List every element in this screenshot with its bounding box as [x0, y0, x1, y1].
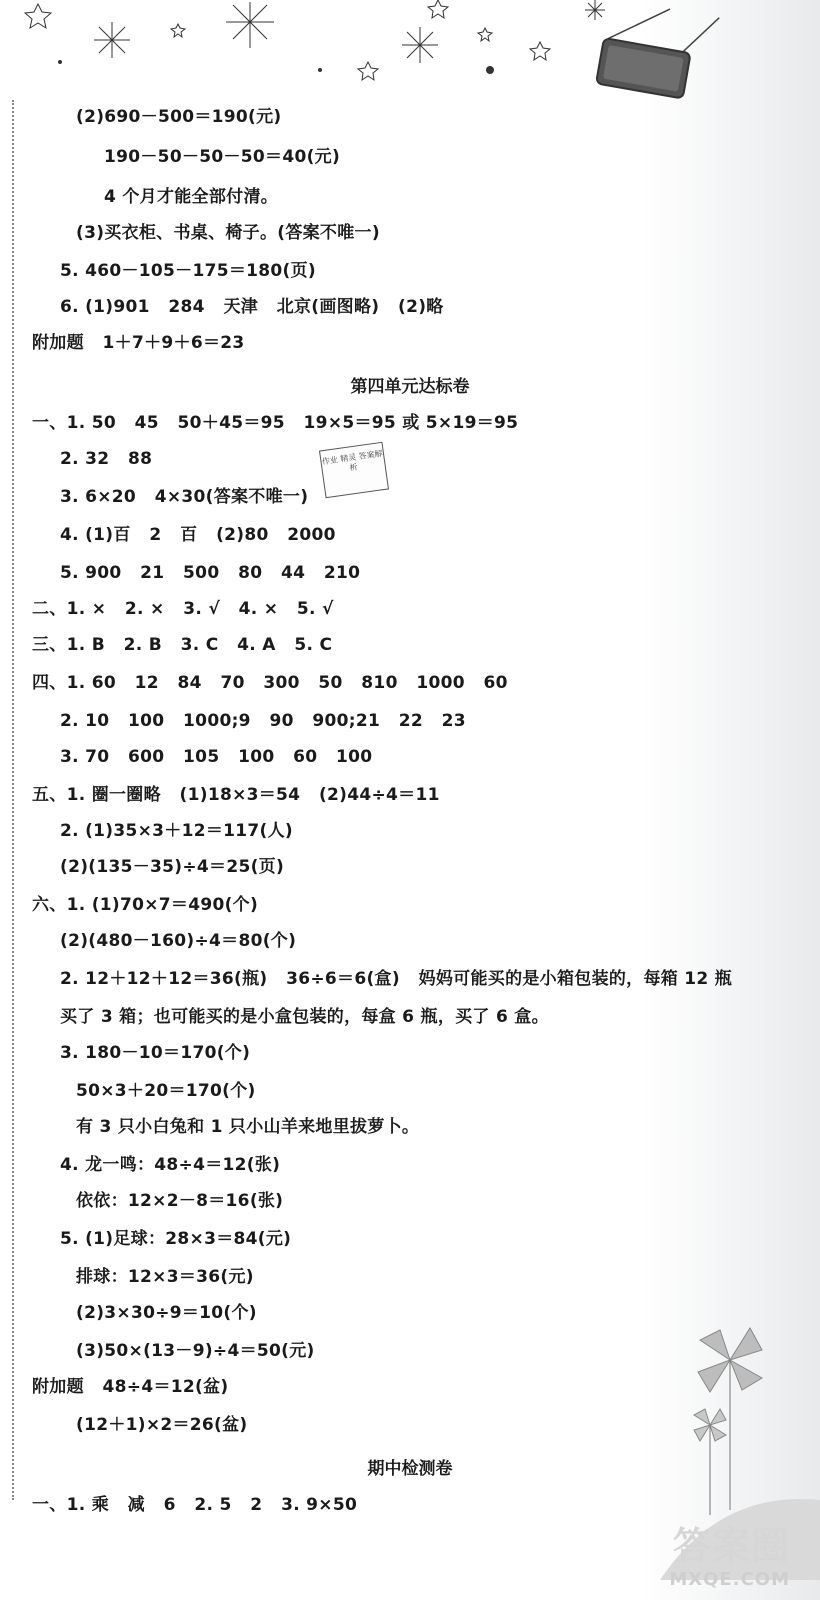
answer-line: 四、1. 60 12 84 70 300 50 810 1000 60	[32, 673, 508, 693]
answer-line: 2. 32 88	[60, 449, 153, 469]
answer-line: 4 个月才能全部付清。	[104, 187, 279, 207]
answer-line: 2. (1)35×3＋12＝117(人)	[60, 821, 293, 841]
fireworks-decoration	[0, 0, 820, 100]
answer-line: 4. (1)百 2 百 (2)80 2000	[60, 525, 336, 545]
answer-line: 排球：12×3＝36(元)	[76, 1267, 254, 1287]
answer-line: 五、1. 圈一圈略 (1)18×3＝54 (2)44÷4＝11	[32, 785, 440, 805]
answer-line: 3. 180－10＝170(个)	[60, 1043, 251, 1063]
answer-line: 附加题 48÷4＝12(盆)	[32, 1377, 229, 1397]
answer-line: 5. (1)足球：28×3＝84(元)	[60, 1229, 292, 1249]
answer-line: 买了 3 箱；也可能买的是小盒包装的，每盒 6 瓶，买了 6 盒。	[60, 1007, 549, 1027]
watermark-logo: 答案圈	[672, 1524, 790, 1568]
answer-line: (12＋1)×2＝26(盆)	[76, 1415, 248, 1435]
answer-line: 六、1. (1)70×7＝490(个)	[32, 895, 259, 915]
answer-line: 依依：12×2－8＝16(张)	[76, 1191, 284, 1211]
answer-line: 附加题 1＋7＋9＋6＝23	[32, 333, 245, 353]
answer-line: 5. 460－105－175＝180(页)	[60, 261, 316, 281]
answer-line: (2)3×30÷9＝10(个)	[76, 1303, 257, 1323]
answer-line: 5. 900 21 500 80 44 210	[60, 563, 361, 583]
answer-line: (2)(135－35)÷4＝25(页)	[60, 857, 285, 877]
midterm-title: 期中检测卷	[367, 1459, 453, 1479]
answer-line: 2. 12＋12＋12＝36(瓶) 36÷6＝6(盒) 妈妈可能买的是小箱包装的，每箱 12 瓶	[60, 969, 733, 989]
answer-line: 2. 10 100 1000;9 90 900;21 22 23	[60, 711, 466, 731]
unit4-title: 第四单元达标卷	[350, 377, 470, 397]
stamp-logo: 作业 精灵 答案解析	[319, 442, 389, 498]
left-dotted-margin	[12, 100, 14, 1500]
answer-line: 三、1. B 2. B 3. C 4. A 5. C	[32, 635, 333, 655]
answer-line: 3. 70 600 105 100 60 100	[60, 747, 373, 767]
answer-line: 4. 龙一鸣：48÷4＝12(张)	[60, 1155, 281, 1175]
watermark-url: MXQE.COM	[669, 1569, 790, 1590]
answer-line: 二、1. × 2. × 3. √ 4. × 5. √	[32, 599, 334, 619]
answer-line: 一、1. 50 45 50＋45＝95 19×5＝95 或 5×19＝95	[32, 413, 519, 433]
answer-line: 50×3＋20＝170(个)	[76, 1081, 256, 1101]
answer-line: 6. (1)901 284 天津 北京(画图略) (2)略	[60, 297, 444, 317]
answer-line: (3)50×(13－9)÷4＝50(元)	[76, 1341, 315, 1361]
answer-line: (3)买衣柜、书桌、椅子。(答案不唯一)	[76, 223, 380, 243]
answer-line: 190－50－50－50＝40(元)	[104, 147, 341, 167]
answer-line: 有 3 只小白兔和 1 只小山羊来地里拔萝卜。	[76, 1117, 420, 1137]
answer-line: (2)(480－160)÷4＝80(个)	[60, 931, 297, 951]
answer-line: 3. 6×20 4×30(答案不唯一)	[60, 487, 309, 507]
answer-line: 一、1. 乘 减 6 2. 5 2 3. 9×50	[32, 1495, 358, 1515]
answer-line: (2)690－500＝190(元)	[76, 107, 282, 127]
